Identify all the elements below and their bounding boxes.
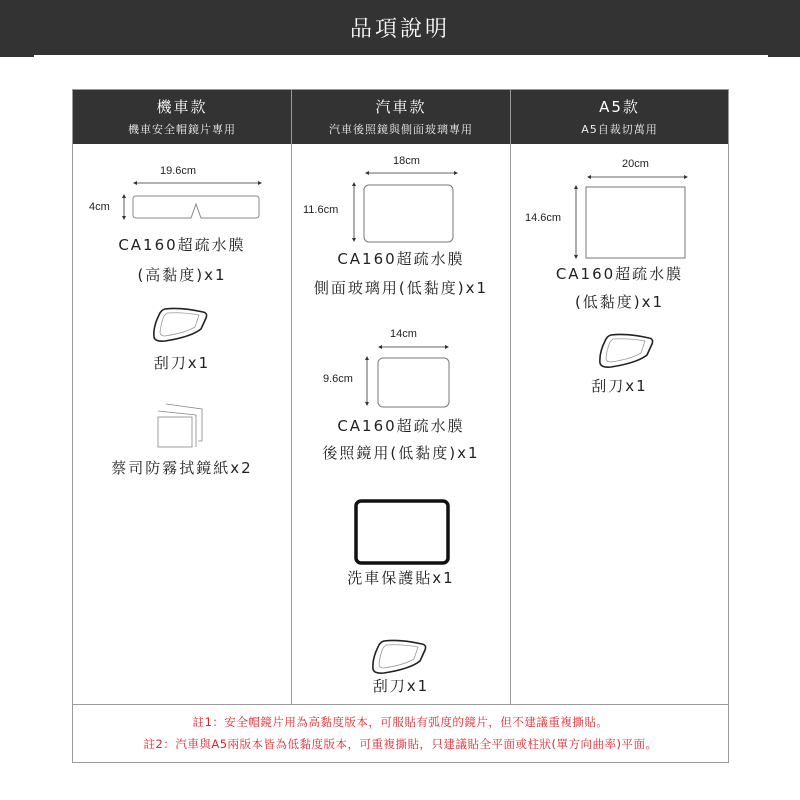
item-qty: (高黏度)x1 [137,266,227,284]
width-label: 19.6cm [160,165,197,177]
item-qty: (低黏度)x1 [574,293,665,311]
item-label: 洗車保護貼x1 [347,569,455,587]
item-name: CA160超疏水膜 [555,265,684,283]
item-qty: 後照鏡用(低黏度)x1 [322,444,480,462]
notes-section [73,705,728,763]
width-arrow-icon [133,180,263,186]
height-arrow-icon [351,182,357,242]
column-subtitle: 機車安全帽鏡片專用 [128,123,236,136]
width-label: 20cm [622,158,649,170]
height-label: 14.6cm [525,212,562,224]
width-arrow-icon [378,344,450,350]
a5-film-icon [585,186,687,260]
height-label: 11.6cm [303,204,339,216]
height-arrow-icon [364,356,370,406]
table-header [73,90,728,144]
column-header-motorcycle [73,90,291,144]
height-arrow-icon [121,194,127,220]
column-title: 機車款 [156,98,208,116]
width-label: 14cm [390,328,417,340]
product-table [72,89,729,763]
column-header-car [292,90,510,144]
title-bar [0,0,800,57]
column-title: A5款 [599,98,640,116]
lens-wipes-icon [156,403,204,449]
width-arrow-icon [365,170,459,176]
title-bar-notch [34,55,768,58]
column-a5 [511,144,728,704]
item-label: 刮刀x1 [591,377,648,395]
mirror-film-icon [377,357,451,409]
item-name: CA160超疏水膜 [337,417,465,435]
wash-sticker-icon [354,499,450,565]
note-2: 註2：汽車與A5兩版本皆為低黏度版本，可重複撕貼，只建議貼全平面或柱狀(單方向曲率)平面。 [143,737,658,751]
height-label: 9.6cm [323,373,353,385]
item-label: 刮刀x1 [153,354,211,372]
item-name: CA160超疏水膜 [118,236,246,254]
side-glass-film-icon [363,184,455,244]
width-label: 18cm [393,155,420,167]
column-subtitle: 汽車後照鏡與側面玻璃專用 [329,123,473,136]
height-arrow-icon [573,185,579,259]
column-title: 汽車款 [375,98,427,116]
scraper-icon [370,639,428,675]
visor-film-icon [132,195,260,219]
note-1: 註1：安全帽鏡片用為高黏度版本，可服貼有弧度的鏡片，但不建議重複撕貼。 [192,715,609,729]
column-car [292,144,510,704]
item-name: CA160超疏水膜 [337,250,465,268]
height-label: 4cm [89,201,110,213]
item-qty: 側面玻璃用(低黏度)x1 [313,279,489,297]
scraper-icon [151,307,209,343]
page-title: 品項說明 [349,17,450,42]
scraper-icon [597,333,655,369]
column-subtitle: A5自裁切萬用 [581,123,658,136]
width-arrow-icon [587,174,689,180]
column-header-a5 [511,90,728,144]
item-label: 蔡司防霧拭鏡紙x2 [111,459,253,477]
column-motorcycle [73,144,291,704]
item-label: 刮刀x1 [372,677,430,695]
